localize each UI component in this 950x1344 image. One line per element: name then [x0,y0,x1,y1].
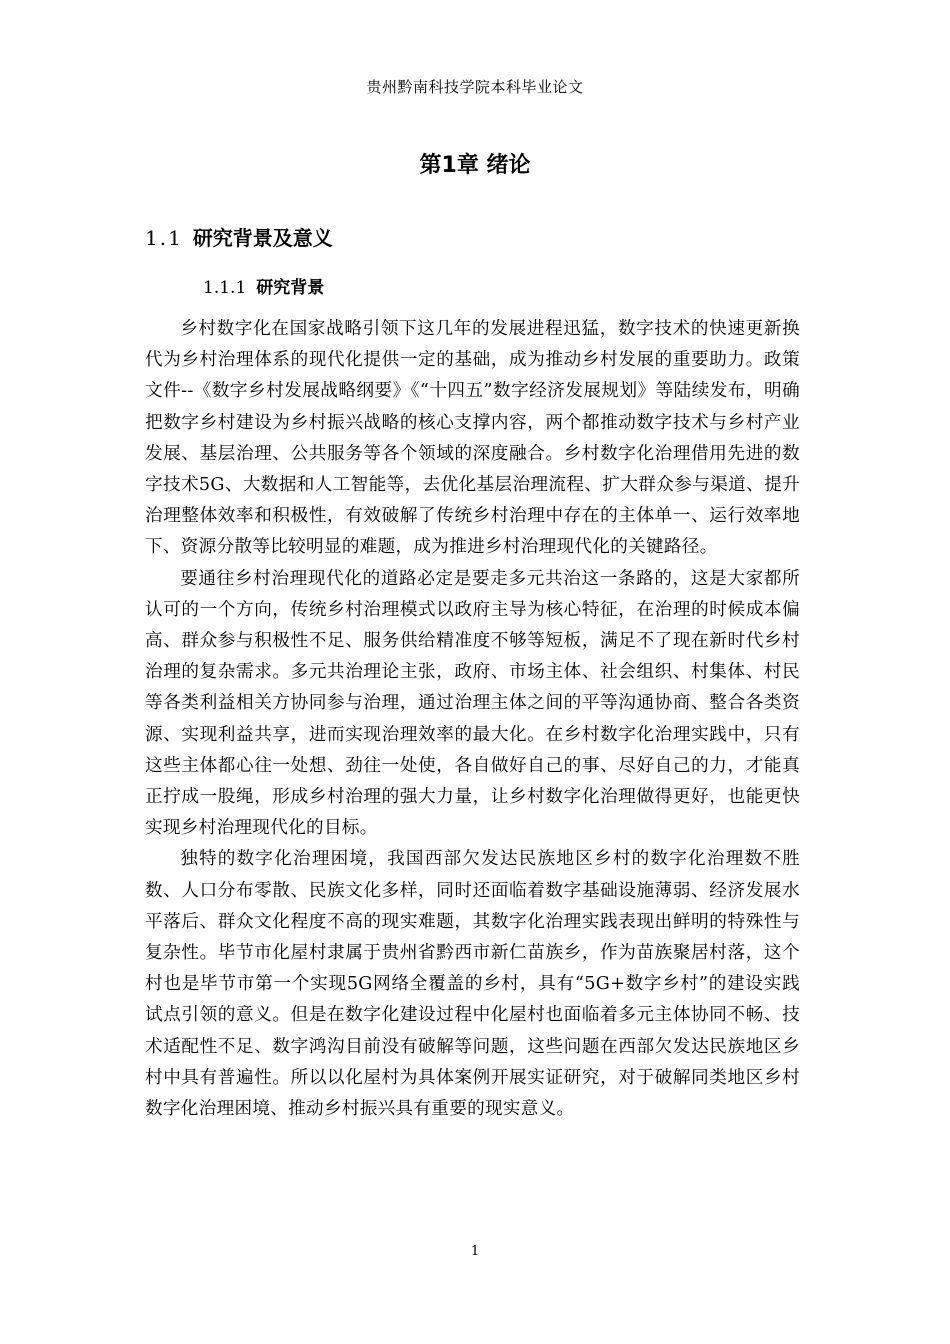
paragraph: 要通往乡村治理现代化的道路必定是要走多元共治这一条路的，这是大家都所认可的一个方向，传统乡村治理模式以政府主导为核心特征，在治理的时候成本偏高、群众参与积极性不足、服务供给精准度不够等短板，满足不了现在新时代乡村治理的复杂需求。多元共治理论主张，政府、市场主体、社会组织、村集体、村民等各类利益相关方协同参与治理，通过治理主体之间的平等沟通协商、整合各类资源、实现利益共享，进而实现治理效率的最大化。在乡村数字化治理实践中，只有这些主体都心往一处想、劲往一处使，各自做好自己的事、尽好自己的力，才能真正拧成一股绳，形成乡村治理的强大力量，让乡村数字化治理做得更好，也能更快实现乡村治理现代化的目标。 [145,568,800,839]
paragraph: 乡村数字化在国家战略引领下这几年的发展进程迅猛，数字技术的快速更新换代为乡村治理体系的现代化提供一定的基础，成为推动乡村发展的重要助力。政策文件--《数字乡村发展战略纲要》《“十四五”数字经济发展规划》等陆续发布，明确把数字乡村建设为乡村振兴战略的核心支撑内容，两个都推动数字技术与乡村产业发展、基层治理、公共服务等各个领域的深度融合。乡村数字化治理借用先进的数字技术5G、大数据和人工智能等，去优化基层治理流程、扩大群众参与渠道、提升治理整体效率和积极性，有效破解了传统乡村治理中存在的主体单一、运行效率地下、资源分散等比较明显的难题，成为推进乡村治理现代化的关键路径。 [145,319,800,558]
running-header: 贵州黔南科技学院本科毕业论文 [366,78,584,96]
section-title: 研究背景及意义 [192,226,333,250]
subsection-title: 研究背景 [256,278,325,298]
section-heading [145,222,333,251]
section-number: 1.1 [145,226,183,250]
chapter-title: 第1章 绪论 [419,153,531,178]
subsection-number: 1.1.1 [203,278,247,298]
header-rule [145,104,805,105]
page-number: 1 [470,1244,480,1259]
body-text [145,314,800,1125]
subsection-heading [203,273,324,298]
paragraph: 独特的数字化治理困境，我国西部欠发达民族地区乡村的数字化治理数不胜数、人口分布零散、民族文化多样，同时还面临着数字基础设施薄弱、经济发展水平落后、群众文化程度不高的现实难题，其数字化治理实践表现出鲜明的特殊性与复杂性。毕节市化屋村隶属于贵州省黔西市新仁苗族乡，作为苗族聚居村落，这个村也是毕节市第一个实现5G网络全覆盖的乡村，具有“5G+数字乡村”的建设实践试点引领的意义。但是在数字化建设过程中化屋村也面临着多元主体协同不畅、技术适配性不足、数字鸿沟目前没有破解等问题，这些问题在西部欠发达民族地区乡村中具有普遍性。所以以化屋村为具体案例开展实证研究，对于破解同类地区乡村数字化治理困境、推动乡村振兴具有重要的现实意义。 [145,849,800,1120]
